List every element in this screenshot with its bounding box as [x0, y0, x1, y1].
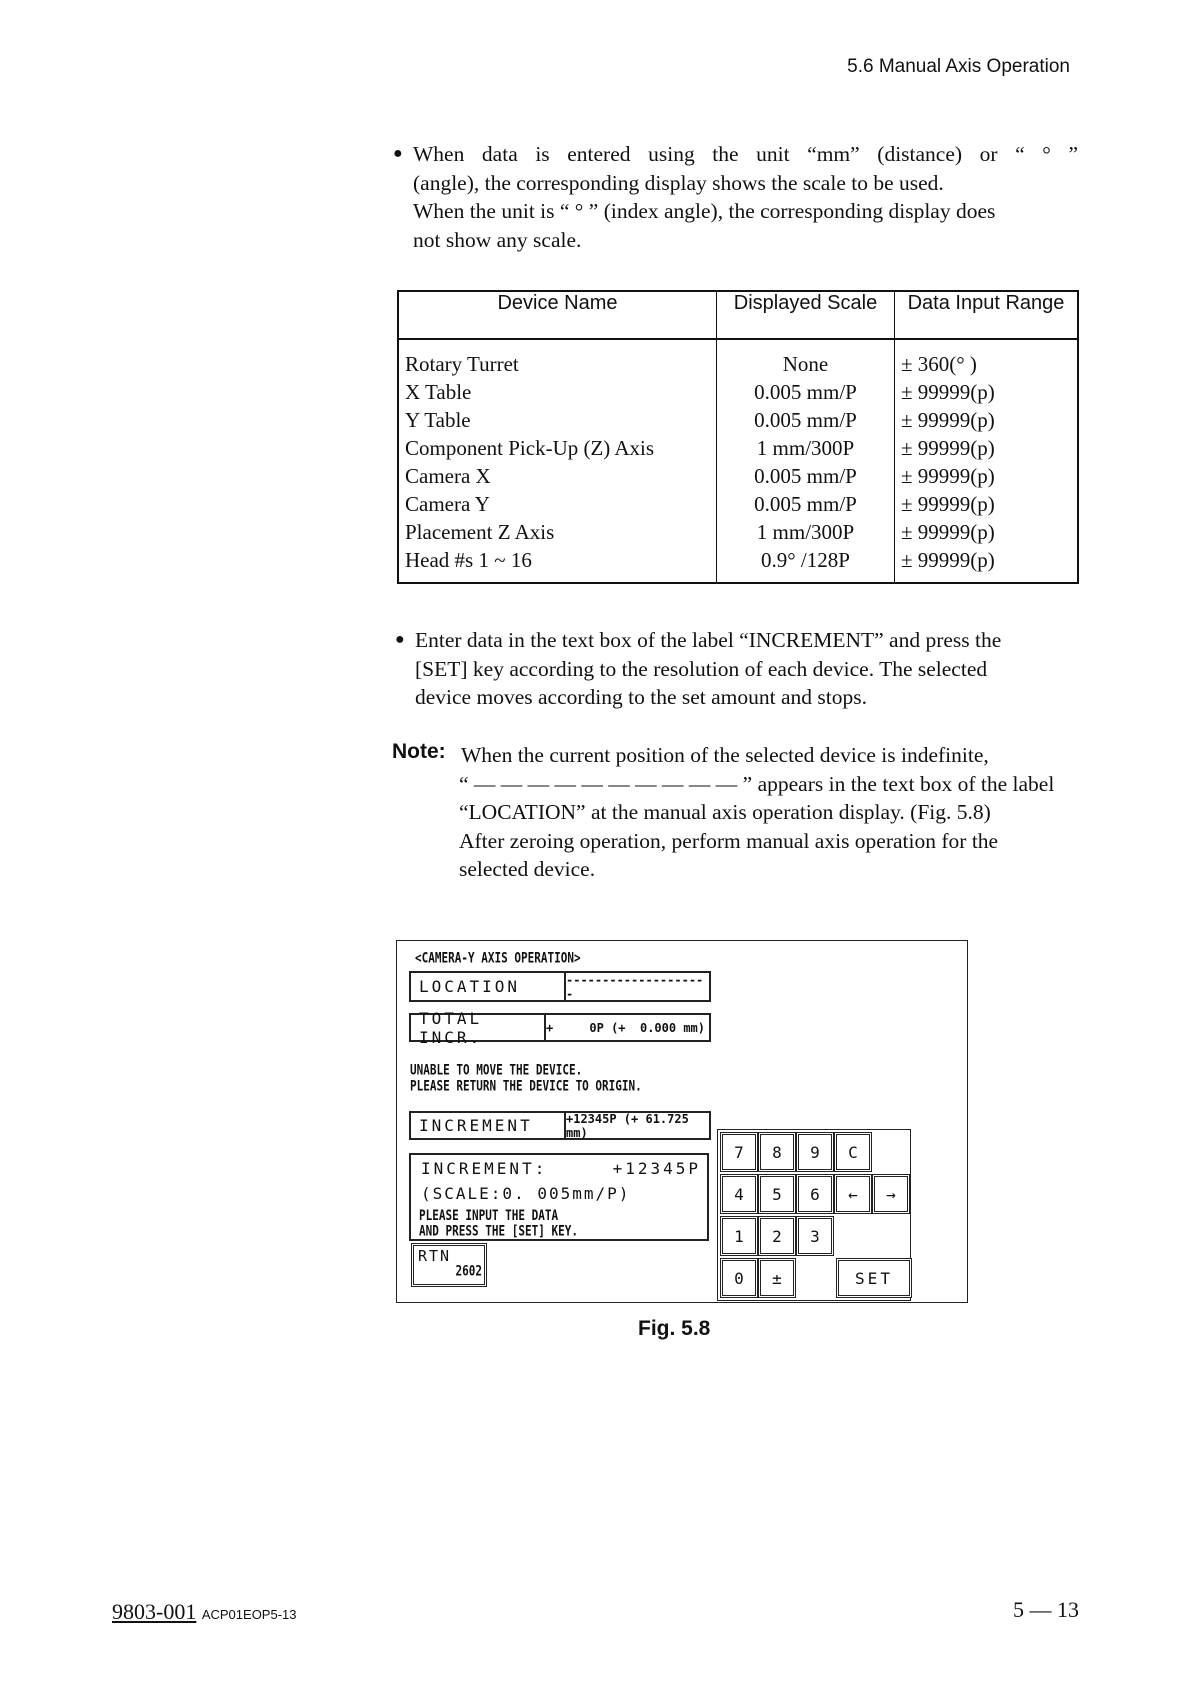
table-cell: 0.005 mm/P	[717, 490, 895, 518]
text-line: [SET] key according to the resolution of each device. The selected	[415, 656, 988, 681]
text-line: “ — — — — — — — — — — ” appears in the text box of the label	[459, 771, 1055, 796]
table-cell: ± 99999(p)	[895, 490, 1079, 518]
msg-label: INCREMENT:	[421, 1159, 548, 1178]
key-13[interactable]: ±	[758, 1258, 796, 1298]
table-cell: 1 mm/300P	[717, 518, 895, 546]
bullet-icon: ●	[395, 631, 405, 648]
table-cell: ± 360(° )	[895, 339, 1079, 378]
location-field	[409, 971, 711, 1002]
table-cell: 0.005 mm/P	[717, 378, 895, 406]
rtn-button[interactable]	[411, 1243, 487, 1287]
table-row	[398, 339, 1078, 378]
doc-number: 9803-001	[112, 1599, 197, 1624]
rtn-code: 2602	[455, 1262, 482, 1280]
table-row	[398, 378, 1078, 406]
total-incr-field	[409, 1008, 711, 1047]
warning-line: UNABLE TO MOVE THE DEVICE.	[410, 1061, 583, 1079]
figure-caption: Fig. 5.8	[638, 1317, 711, 1340]
table-row	[398, 406, 1078, 434]
text-line: “LOCATION” at the manual axis operation display. (Fig. 5.8)	[459, 800, 991, 824]
key-8[interactable]: →	[872, 1174, 910, 1214]
total-incr-label: TOTAL INCR.	[411, 1015, 546, 1040]
table-row	[398, 518, 1078, 546]
numeric-keypad	[717, 1129, 911, 1301]
text-line: When the unit is “ ° ” (index angle), the corresponding display does	[413, 199, 996, 223]
table-cell: Camera Y	[398, 490, 717, 518]
text-line: not show any scale.	[413, 227, 582, 252]
table-cell: Camera X	[398, 462, 717, 490]
section-header: 5.6 Manual Axis Operation	[847, 56, 1070, 77]
doc-code: ACP01EOP5-13	[201, 1607, 297, 1622]
key-11[interactable]: 3	[796, 1216, 834, 1256]
paragraph-increment	[395, 626, 1078, 712]
table-cell: ± 99999(p)	[895, 434, 1079, 462]
warning-message	[410, 1063, 642, 1094]
table-cell: 0.9° /128P	[717, 546, 895, 583]
column-header: Displayed Scale	[717, 291, 895, 339]
table-row	[398, 462, 1078, 490]
table-cell: ± 99999(p)	[895, 406, 1079, 434]
text-line: selected device.	[459, 857, 596, 881]
rtn-label: RTN	[418, 1247, 452, 1265]
key-1[interactable]: 8	[758, 1132, 796, 1172]
table-cell: ± 99999(p)	[895, 378, 1079, 406]
msg-scale: (SCALE:0. 005mm/P)	[421, 1184, 631, 1203]
note-label: Note:	[392, 740, 446, 763]
key-2[interactable]: 9	[796, 1132, 834, 1172]
key-0[interactable]: 7	[720, 1132, 758, 1172]
total-incr-value: + 0P (+ 0.000 mm)	[546, 1020, 705, 1035]
table-cell: ± 99999(p)	[895, 518, 1079, 546]
camera-y-axis-operation-screen	[396, 940, 968, 1303]
key-10[interactable]: 2	[758, 1216, 796, 1256]
increment-field[interactable]	[409, 1111, 711, 1140]
page-number: 5 — 13	[1013, 1597, 1079, 1622]
footer-doc	[112, 1599, 297, 1625]
table-cell: Head #s 1 ~ 16	[398, 546, 717, 583]
key-14[interactable]: SET	[836, 1258, 912, 1298]
table-cell: Placement Z Axis	[398, 518, 717, 546]
table-row	[398, 434, 1078, 462]
table-cell: 0.005 mm/P	[717, 462, 895, 490]
key-4[interactable]: 4	[720, 1174, 758, 1214]
screen-title: <CAMERA-Y AXIS OPERATION>	[415, 949, 581, 967]
table-header-row	[398, 291, 1078, 339]
table-cell: Y Table	[398, 406, 717, 434]
table-cell: 0.005 mm/P	[717, 406, 895, 434]
msg-instructions	[411, 1203, 707, 1239]
text-line: When data is entered using the unit “mm” (distance) or “ ° ”	[413, 142, 1078, 166]
table-cell: X Table	[398, 378, 717, 406]
instr-line: PLEASE INPUT THE DATA	[419, 1206, 559, 1224]
paragraph-units	[393, 140, 1078, 254]
key-12[interactable]: 0	[720, 1258, 758, 1298]
table-row	[398, 546, 1078, 583]
key-3[interactable]: C	[834, 1132, 872, 1172]
instr-line: AND PRESS THE [SET] KEY.	[419, 1222, 578, 1240]
column-header: Device Name	[398, 291, 717, 339]
table-cell: ± 99999(p)	[895, 462, 1079, 490]
text-line: When the current position of the selected device is indefinite,	[461, 743, 989, 767]
note-text	[459, 741, 1079, 884]
key-9[interactable]: 1	[720, 1216, 758, 1256]
table-cell: ± 99999(p)	[895, 546, 1079, 583]
text-line: device moves according to the set amount and stops.	[415, 685, 867, 709]
increment-label: INCREMENT	[411, 1113, 566, 1138]
warning-line: PLEASE RETURN THE DEVICE TO ORIGIN.	[410, 1077, 642, 1095]
table-cell: None	[717, 339, 895, 378]
text-line: (angle), the corresponding display shows the scale to be used.	[413, 170, 944, 195]
key-6[interactable]: 6	[796, 1174, 834, 1214]
table-cell: Component Pick-Up (Z) Axis	[398, 434, 717, 462]
msg-value: +12345P	[612, 1159, 701, 1178]
table-cell: 1 mm/300P	[717, 434, 895, 462]
bullet-icon: ●	[393, 145, 403, 162]
text-line: Enter data in the text box of the label “INCREMENT” and press the	[415, 628, 1002, 652]
table-row	[398, 490, 1078, 518]
increment-value[interactable]: +12345P (+ 61.725 mm)	[566, 1111, 689, 1140]
key-7[interactable]: ←	[834, 1174, 872, 1214]
table-cell: Rotary Turret	[398, 339, 717, 378]
column-header: Data Input Range	[895, 291, 1079, 339]
text-line: After zeroing operation, perform manual axis operation for the	[459, 828, 999, 853]
key-5[interactable]: 5	[758, 1174, 796, 1214]
location-value: --------------------	[566, 972, 704, 1001]
input-message-box	[409, 1153, 709, 1241]
device-table	[397, 290, 1079, 584]
location-label: LOCATION	[411, 973, 566, 1000]
